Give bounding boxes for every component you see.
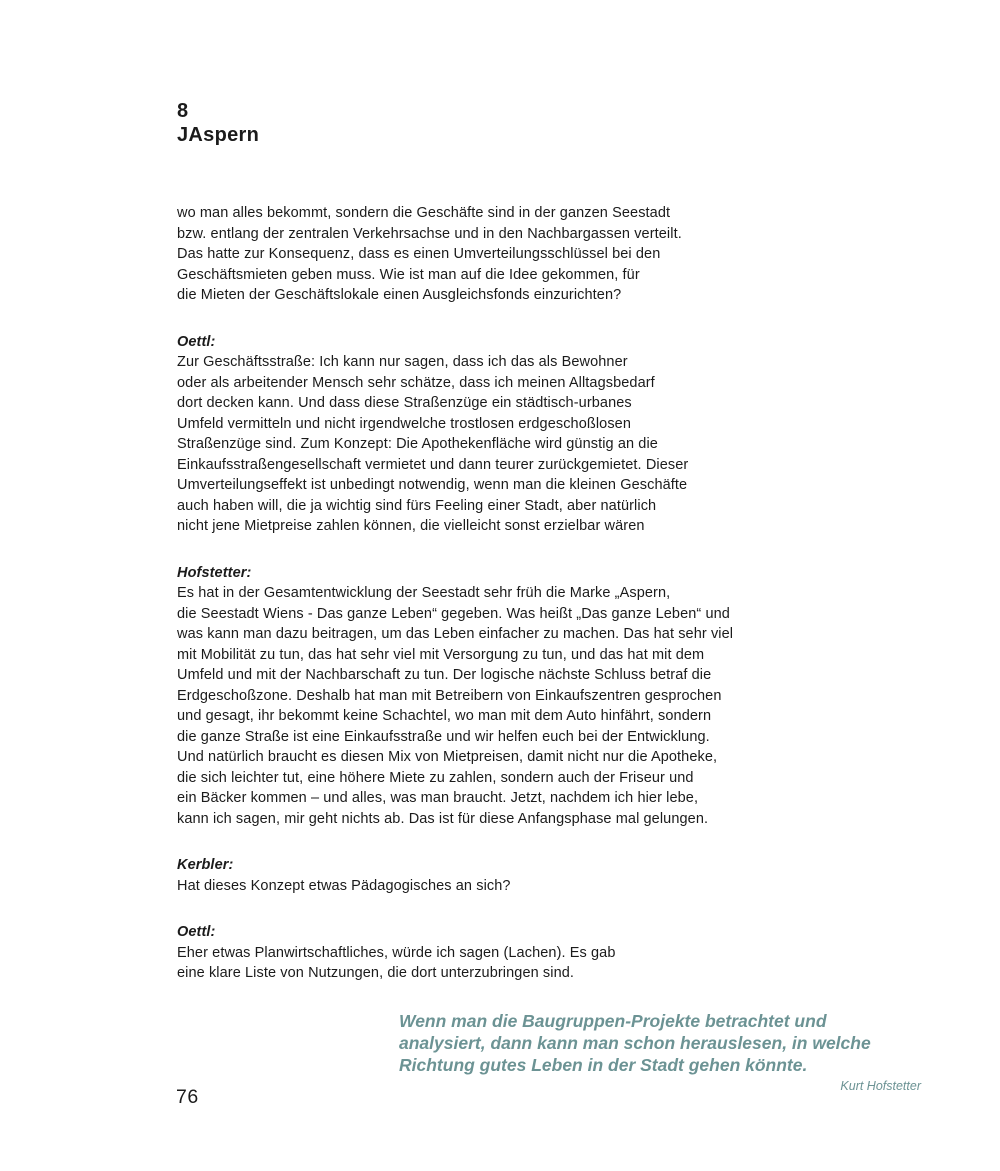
- text-line: wo man alles bekommt, sondern die Geschäfte sind in der ganzen Seestadt: [177, 205, 671, 221]
- text-line: mit Mobilität zu tun, das hat sehr viel mit Versorgung zu tun, und das hat mit dem: [177, 646, 705, 663]
- text-line: und gesagt, ihr bekommt keine Schachtel, wo man mit dem Auto hinfährt, sondern: [177, 708, 712, 724]
- text-line: Erdgeschoßzone. Deshalb hat man mit Betreibern von Einkaufszentren gesprochen: [177, 687, 722, 704]
- speaker-label-oettl-1: Oettl:: [177, 333, 216, 350]
- speech-oettl-2: [177, 922, 837, 984]
- speaker-label-kerbler: Kerbler:: [177, 857, 234, 873]
- interview-text-column: [177, 203, 837, 984]
- text-line: Umverteilungseffekt ist unbedingt notwendig, wenn man die kleinen Geschäfte: [177, 477, 688, 493]
- text-line: Einkaufsstraßengesellschaft vermietet und dann teurer zurückgemietet. Dieser: [177, 456, 689, 473]
- text-line: oder als arbeitender Mensch sehr schätze, dass ich meinen Alltagsbedarf: [177, 374, 655, 391]
- text-line: Hat dieses Konzept etwas Pädagogisches an sich?: [177, 877, 511, 894]
- pull-quote-lines: [399, 1011, 921, 1076]
- text-line: Geschäftsmieten geben muss. Wie ist man auf die Idee gekommen, für: [177, 266, 640, 283]
- text-line: nicht jene Mietpreise zahlen können, die vielleicht sonst erzielbar wären: [177, 518, 645, 534]
- speech-kerbler: [177, 855, 837, 896]
- speaker-label-hofstetter: Hofstetter:: [177, 564, 252, 581]
- text-line: Richtung gutes Leben in der Stadt gehen könnte.: [399, 1054, 808, 1075]
- text-line: Das hatte zur Konsequenz, dass es einen Umverteilungsschlüssel bei den: [177, 246, 661, 262]
- pull-quote: [399, 1011, 921, 1094]
- text-line: ein Bäcker kommen – und alles, was man braucht. Jetzt, nachdem ich hier lebe,: [177, 790, 699, 806]
- chapter-number: 8: [177, 100, 189, 122]
- chapter-title: JAspern: [177, 124, 260, 146]
- text-line: Zur Geschäftsstraße: Ich kann nur sagen, dass ich das als Bewohner: [177, 354, 628, 370]
- speech-lines-kerbler: [177, 876, 837, 897]
- speech-lines-oettl-2: [177, 943, 837, 984]
- text-line: bzw. entlang der zentralen Verkehrsachse und in den Nachbargassen verteilt.: [177, 225, 682, 242]
- page-number: 76: [176, 1086, 199, 1108]
- text-line: Es hat in der Gesamtentwicklung der Seestadt sehr früh die Marke „Aspern,: [177, 585, 671, 601]
- pull-quote-attribution: Kurt Hofstetter: [840, 1079, 921, 1094]
- text-line: Eher etwas Planwirtschaftliches, würde ich sagen (Lachen). Es gab: [177, 944, 616, 961]
- text-line: auch haben will, die ja wichtig sind fürs Feeling einer Stadt, aber natürlich: [177, 497, 657, 514]
- text-line: was kann man dazu beitragen, um das Leben einfacher zu machen. Das hat sehr viel: [177, 626, 734, 642]
- text-line: die Mieten der Geschäftslokale einen Ausgleichsfonds einzurichten?: [177, 287, 622, 303]
- text-line: analysiert, dann kann man schon herauslesen, in welche: [399, 1032, 871, 1053]
- text-line: die ganze Straße ist eine Einkaufsstraße und wir helfen euch bei der Entwicklung.: [177, 728, 710, 745]
- speech-hofstetter: [177, 563, 837, 830]
- text-line: Umfeld und mit der Nachbarschaft zu tun. Der logische nächste Schluss betraf die: [177, 667, 712, 683]
- text-line: eine klare Liste von Nutzungen, die dort unterzubringen sind.: [177, 965, 575, 981]
- text-line: Und natürlich braucht es diesen Mix von Mietpreisen, damit nicht nur die Apotheke,: [177, 749, 718, 765]
- text-line: die sich leichter tut, eine höhere Miete zu zahlen, sondern auch der Friseur und: [177, 769, 694, 786]
- text-line: Straßenzüge sind. Zum Konzept: Die Apothekenfläche wird günstig an die: [177, 436, 658, 452]
- text-line: dort decken kann. Und dass diese Straßenzüge ein städtisch-urbanes: [177, 395, 632, 411]
- speech-lines-oettl-1: [177, 352, 837, 537]
- speech-lines-hofstetter: [177, 583, 837, 829]
- speech-oettl-1: [177, 332, 837, 537]
- intro-paragraph: [177, 203, 837, 306]
- speaker-label-oettl-2: Oettl:: [177, 924, 216, 940]
- text-line: die Seestadt Wiens - Das ganze Leben“ gegeben. Was heißt „Das ganze Leben“ und: [177, 605, 730, 622]
- text-line: kann ich sagen, mir geht nichts ab. Das ist für diese Anfangsphase mal gelungen.: [177, 810, 709, 827]
- text-line: Wenn man die Baugruppen-Projekte betrachtet und: [399, 1011, 827, 1031]
- chapter-header: [177, 99, 259, 147]
- text-line: Umfeld vermitteln und nicht irgendwelche trostlosen erdgeschoßlosen: [177, 415, 632, 432]
